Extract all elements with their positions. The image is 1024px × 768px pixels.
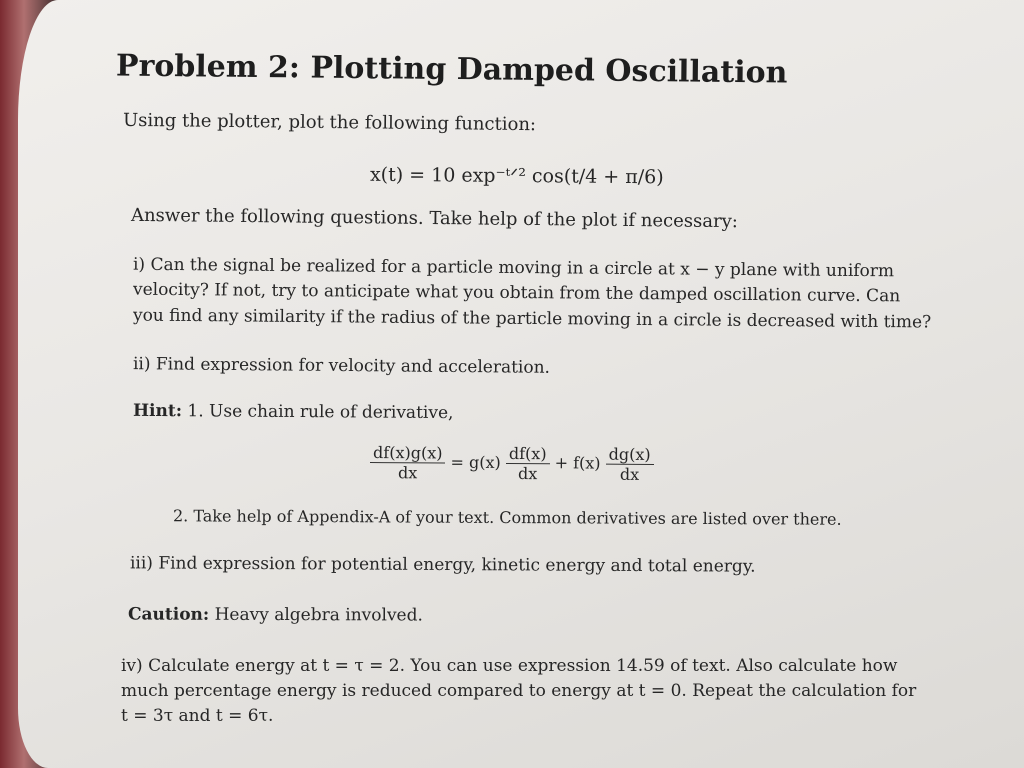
caution-line [128, 604, 423, 625]
caution-label: Caution: [127, 604, 210, 625]
dg-denominator: dx [619, 464, 640, 484]
question-1-line-2: velocity? If not, try to anticipate what you obtain from the damped oscillation curve. Can [132, 279, 901, 307]
equals-g: = g(x) [450, 452, 501, 472]
plus-f: + f(x) [554, 453, 601, 473]
question-4-line-2: much percentage energy is reduced compared to energy at t = 0. Repeat the calculation for [121, 681, 917, 701]
function-equation: x(t) = 10 exp⁻ᵗᐟ² cos(t/4 + π/6) [369, 163, 664, 189]
lhs-fraction [370, 443, 446, 483]
df-fraction [506, 444, 550, 483]
dg-numerator: dg(x) [606, 445, 654, 465]
caution-text: Heavy algebra involved. [214, 604, 423, 626]
question-1-line-3: you find any similarity if the radius of the particle moving in a circle is decreased with time? [132, 305, 932, 333]
question-4-line-3: t = 3τ and t = 6τ. [121, 706, 274, 726]
document-page [18, 0, 1024, 768]
chain-rule-equation [370, 443, 654, 484]
df-denominator: dx [517, 464, 538, 484]
dg-fraction [606, 445, 654, 484]
intro-text: Using the plotter, plot the following function: [122, 109, 537, 136]
df-numerator: df(x) [506, 444, 550, 464]
lhs-numerator: df(x)g(x) [370, 443, 446, 464]
hint-line [133, 401, 454, 423]
instructions-text: Answer the following questions. Take help of the plot if necessary: [130, 204, 738, 233]
question-4-line-1: iv) Calculate energy at t = τ = 2. You can use expression 14.59 of text. Also calculate how [121, 656, 898, 676]
hint-text: 1. Use chain rule of derivative, [187, 401, 454, 424]
question-1-line-1: i) Can the signal be realized for a particle moving in a circle at x − y plane with uniform [132, 254, 895, 282]
hint-label: Hint: [132, 400, 183, 422]
lhs-denominator: dx [397, 463, 418, 483]
question-3: iii) Find expression for potential energy, kinetic energy and total energy. [129, 553, 756, 577]
hint-item-2: 2. Take help of Appendix-A of your text. Common derivatives are listed over there. [172, 506, 842, 529]
question-2: ii) Find expression for velocity and acceleration. [132, 354, 551, 378]
page-title: Problem 2: Plotting Damped Oscillation [115, 48, 788, 91]
